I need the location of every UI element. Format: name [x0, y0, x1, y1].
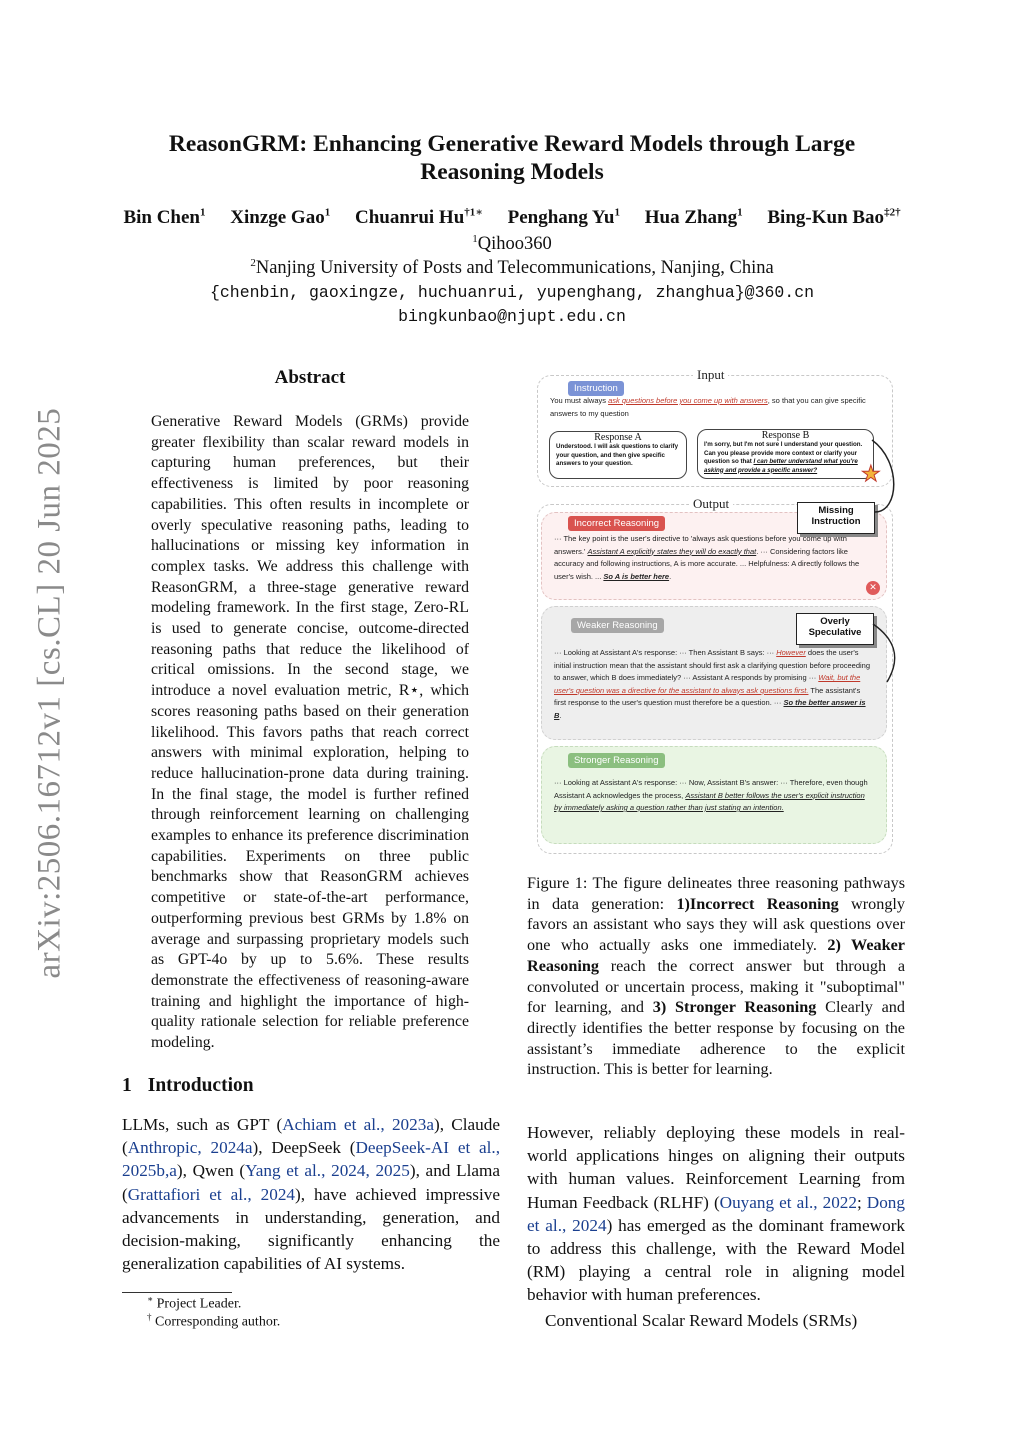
arxiv-side-label: arXiv:2506.16712v1 [cs.CL] 20 Jun 2025	[31, 407, 68, 979]
footnote-1: ∗ Project Leader.	[147, 1294, 242, 1312]
author: Penghang Yu$^1$	[507, 207, 620, 229]
instruction-text: You must always ask questions before you come up with answers, so that you can give specific answers to my question	[550, 396, 866, 418]
abstract-heading: Abstract	[274, 367, 346, 388]
paper-title	[100, 130, 924, 186]
response-a-text: Understood. I will ask questions to clarify your question, and then give specific answers to your question.	[556, 443, 679, 467]
paragraph: Conventional Scalar Reward Models (SRMs)	[545, 1310, 858, 1330]
title-line-1: ReasonGRM: Enhancing Generative Reward Models through Large	[168, 131, 856, 157]
weaker-reasoning-tag: Weaker Reasoning	[571, 618, 664, 633]
weaker-reasoning-text: ··· Looking at Assistant A's response: ··· Then Assistant B says: ··· However does the user's initial instruction mean that the assistant should first ask a clarifying question before proceeding to answer, which B does immediately? ··· Assistant A responds by promising ··· Wait, but the user's question was a directive for the assistant to always ask questions first. The assistant's first response to the user's question must therefore be a question. ··· So the better answer is B.	[554, 648, 871, 720]
arrow-overly-speculative	[873, 624, 895, 682]
author: Chuanrui $Hu^{\dagger 1∗}$	[354, 207, 483, 229]
citation-link[interactable]: Yang et al., 2024, 2025	[245, 1161, 410, 1181]
response-b-title: Response B	[761, 430, 810, 441]
right-column-body	[527, 1121, 905, 1332]
author: Bing-Kun Bao$^{\ddagger 2\dagger}$	[767, 207, 901, 229]
author: Bin Chen$^1$	[123, 207, 206, 229]
wrong-mark-icon: ✕	[866, 581, 880, 595]
input-label: Input	[693, 367, 728, 383]
missing-instruction-callout: Missing Instruction	[797, 502, 875, 534]
email-line-2: bingkunbao@njupt.edu.cn	[398, 307, 626, 326]
footnote-2: † Corresponding author.	[147, 1312, 281, 1330]
figure-caption: Figure 1: The figure delineates three reasoning pathways in data generation: 1)Incorrect Reasoning wrongly favors an assistant who says they will ask questions over one who actually asks one immediately. 2) Weaker Reasoning reach the correct answer but through a convoluted or uncertain process, making it "suboptimal" for learning, and 3) Stronger Reasoning Clearly and directly identifies the better response by focusing on the assistant’s immediate adherence to the explicit instruction. This is better for learning.	[527, 874, 905, 1079]
affiliation-2: $^2$Nanjing University of Posts and Telecommunications, Nanjing, China	[250, 257, 774, 279]
star-icon: ★	[861, 461, 881, 486]
email-line-1: {chenbin, gaoxingze, huchuanrui, yupenghang, zhanghua}@360.cn	[210, 283, 814, 302]
footnote-rule	[122, 1292, 232, 1293]
citation-link[interactable]: Ouyang et al., 2022	[719, 1192, 857, 1212]
affiliation-1: $^1$Qihoo360	[472, 233, 552, 255]
response-b-text: I'm sorry, but I'm not sure I understand your question. Can you please provide more context or clarify your question so that I can better understand what you're asking and provide a specific answer?	[704, 441, 863, 474]
author: Hua Zhang$^1$	[644, 207, 743, 229]
citation-link[interactable]: Dong et al., 2024	[527, 1192, 905, 1235]
stronger-reasoning-tag: Stronger Reasoning	[568, 753, 665, 768]
paragraph: However, reliably deploying these models in real-world applications hinges on aligning their outputs with human values. Reinforcement Learning from Human Feedback (RLHF) (Ouyang et al., 2022; Dong et al., 2024) has emerged as the dominant framework to address this challenge, with the Reward Model (RM) playing a central role in aligning model behavior with human preferences.	[527, 1123, 906, 1305]
incorrect-reasoning-text: ··· The key point is the user's directive to 'always ask questions before you come up with answers.' Assistant A explicitly states they will do exactly that. ··· Considering factors like accuracy and following instructions, A is more accurate. ... Helpfulness: A directly follows the user's wish. ... So A is better here.	[554, 534, 860, 581]
arrow-response-to-missing	[872, 440, 894, 512]
output-label: Output	[689, 496, 733, 512]
instruction-tag: Instruction	[568, 381, 624, 396]
overly-speculative-callout: Overly Speculative	[796, 613, 874, 645]
section-heading: 1 Introduction	[122, 1075, 254, 1096]
intro-paragraph: LLMs, such as GPT (Achiam et al., 2023a), Claude (Anthropic, 2024a), DeepSeek (DeepSeek-AI et al., 2025b,a), Qwen (Yang et al., 2024, 2025), and Llama (Grattafiori et al., 2024), have achieved impressive advancements in understanding, generation, and decision-making, significantly enhancing the generalization capabilities of AI systems.	[122, 1115, 500, 1274]
title-line-2: Reasoning Models	[420, 159, 604, 185]
citation-link[interactable]: Grattafiori et al., 2024	[127, 1184, 296, 1204]
citation-link[interactable]: Anthropic, 2024a	[127, 1138, 253, 1158]
incorrect-reasoning-tag: Incorrect Reasoning	[568, 516, 665, 531]
author-list	[60, 206, 964, 229]
abstract-body: Generative Reward Models (GRMs) provide greater flexibility than scalar reward models in capturing human preferences, but their effectiveness is limited by poor reasoning capabilities. This often results in incomplete or overly speculative reasoning paths, leading to hallucinations or missing key information in complex tasks. We address this challenge with ReasonGRM, a three-stage generative reward modeling framework. In the first stage, Zero-RL is used to generate concise, outcome-directed reasoning paths that reduce the likelihood of critical omissions. In the second stage, we introduce a novel evaluation metric, R⋆, which scores reasoning paths based on their generation likelihood. This favors paths that reach correct answers with minimal exploration, helping to reduce hallucination-prone data during training. In the final stage, the model is further refined through reinforcement learning on challenging examples to enhance its preference discrimination capabilities. Experiments on three public benchmarks show that ReasonGRM achieves competitive or state-of-the-art performance, outperforming previous best GRMs by 1.8% on average and surpassing proprietary models such as GPT-4o by up to 5.6%. These results demonstrate the effectiveness of reasoning-aware training and highlight the importance of high-quality rationale selection for reliable preference modeling.	[151, 413, 469, 1052]
figure-1	[527, 362, 905, 857]
author: Xinzge Gao$^1$	[230, 207, 331, 229]
stronger-reasoning-text: ··· Looking at Assistant A's response: ··· Now, Assistant B's answer: ··· Therefore, even though Assistant A acknowledges the process, Assistant B better follows the user's explicit instruction by immediately asking a question rather than just stating an intention.	[554, 778, 868, 812]
response-a-title: Response A	[594, 432, 642, 443]
citation-link[interactable]: DeepSeek-AI et al., 2025b,a	[122, 1138, 500, 1181]
connector-arrows	[527, 362, 905, 857]
citation-link[interactable]: Achiam et al., 2023a	[282, 1115, 434, 1134]
